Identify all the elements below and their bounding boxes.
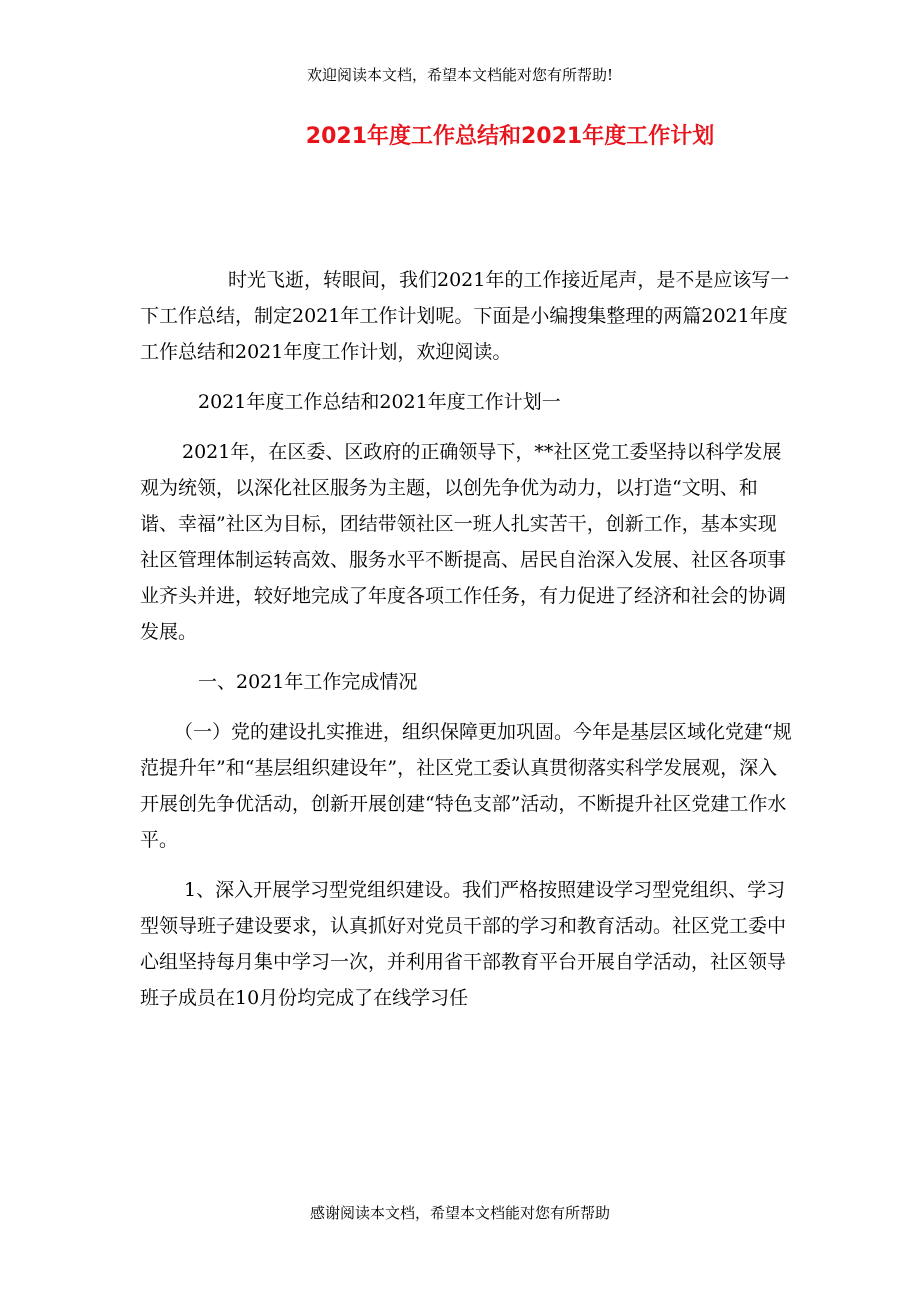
party-building-paragraph: （一）党的建设扎实推进，组织保障更加巩固。今年是基层区域化党建“规范提升年”和“基层组织建设年”，社区党工委认真贯彻落实科学发展观，深入开展创先争优活动，创新开展创建“特色支部”活动，不断提升社区党建工作水平。 [140, 721, 792, 851]
document-title: 2021年度工作总结和2021年度工作计划 [305, 124, 715, 149]
page-footer-note: 感谢阅读本文档，希望本文档能对您有所帮助 [309, 1204, 610, 1222]
summary-paragraph: 2021年，在区委、区政府的正确领导下，**社区党工委坚持以科学发展观为统领，以深化社区服务为主题，以创先争优为动力，以打造“文明、和谐、幸福”社区为目标，团结带领社区一班人扎实苦干，创新工作，基本实现社区管理体制运转高效、服务水平不断提高、居民自治深入发展、社区各项事业齐头并进，较好地完成了年度各项工作任务，有力促进了经济和社会的协调发展。 [140, 441, 787, 643]
learning-org-paragraph: 1、深入开展学习型党组织建设。我们严格按照建设学习型党组织、学习型领导班子建设要求，认真抓好对党员干部的学习和教育活动。社区党工委中心组坚持每月集中学习一次，并利用省干部教育平台开展自学活动，社区领导班子成员在10月份均完成了在线学习任 [140, 879, 787, 1009]
intro-paragraph: 时光飞逝，转眼间，我们2021年的工作接近尾声，是不是应该写一下工作总结，制定2021年工作计划呢。下面是小编搜集整理的两篇2021年度工作总结和2021年度工作计划，欢迎阅读。 [140, 269, 790, 363]
section-heading: 2021年度工作总结和2021年度工作计划一 [198, 391, 561, 413]
subsection-heading: 一、2021年工作完成情况 [198, 671, 418, 693]
document-body [140, 262, 792, 1016]
page-header-note: 欢迎阅读本文档，希望本文档能对您有所帮助! [306, 66, 614, 84]
